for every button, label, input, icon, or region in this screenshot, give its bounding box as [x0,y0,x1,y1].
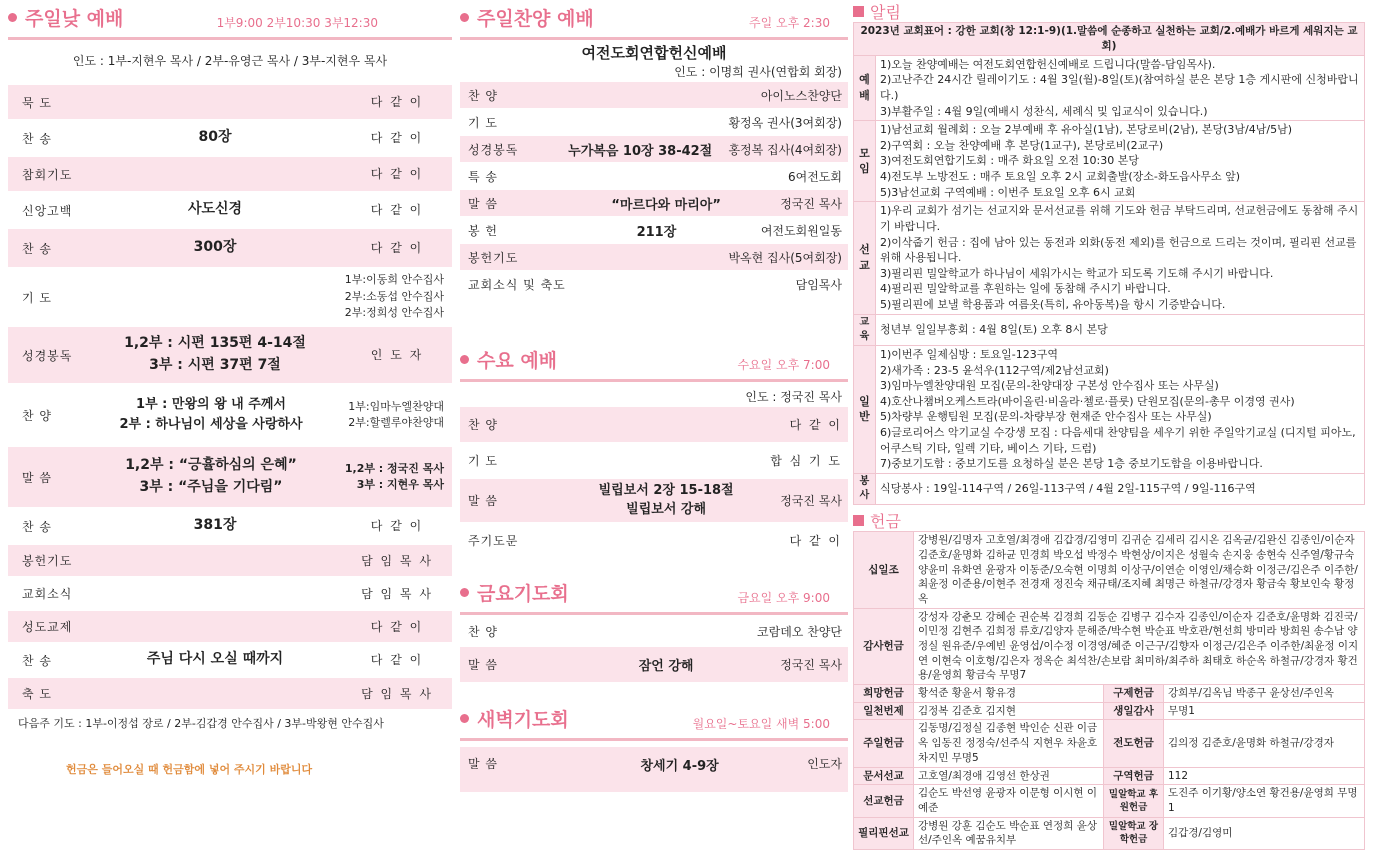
order-row: 특 송 6여전도회 [460,163,848,190]
order-row: 찬 양 다 같 이 [460,407,848,443]
praise-leader: 인도 : 이명희 권사(연합회 회장) [674,65,842,79]
order-row: 성경봉독 누가복음 10장 38-42절 홍정복 집사(4여회장) [460,136,848,163]
order-row: 기 도 1부:이동희 안수집사 2부:소동섭 안수집사 2부:정희성 안수집사 [8,269,452,327]
praise-title: 주일찬양 예배 [477,8,594,30]
sunday-time: 1부9:00 2부10:30 3부12:30 [216,16,378,30]
friday-order [460,617,848,683]
bullet-icon [460,588,469,597]
order-row: 기 도 황정옥 권사(3여회장) [460,109,848,136]
education-notice: 청년부 일일부흥회 : 4월 8일(토) 오후 8시 본당 [876,314,1365,345]
order-row: 축 도 담 임 목 사 [8,678,452,711]
bullet-icon [460,714,469,723]
notices-table: 2023년 교회표어 : 강한 교회(창 12:1-9)(1.말씀에 순종하고 실천하는 교회/2.예배가 바르게 세워지는 교회) 예배 1)오늘 찬양예배는 여전도회연합헌신예배로 드립니다(말씀-담임목사). 2)고난주간 24시간 릴레이기도 : 4월 3일(월)-8일(토)(참여하실 분은 본당 1층 게시판에 신청바랍니다.) 3)부활주일 : 4월 9일(예배시 성찬식, 세례식 및 입교식이 있습니다.) 모임 1)남선교회 월례회 : 오늘 2부예배 후 유아실(1남), 본당로비(2남), 본당(3남/4남/5남) 2)구역회 : 오늘 찬양예배 후 본당(1교구), 본당로비(2교구) 3)여전도회연합기도회 : 매주 화요일 오전 10:30 본당 4)전도부 노방전도 : 매주 토요일 오후 2시 교회출발(장소-화도읍사무소 앞) 5)3남선교회 구역예배 : 이번주 토요일 오후 6시 교회 선교 1)우리 교회가 섬기는 선교지와 문서선교를 위해 기도와 헌금 부탁드리며, 선교헌금에도 동참해 주시기 바랍니다. 2)이삭줍기 헌금 : 집에 남아 있는 동전과 외화(동전 제외)를 헌금으로 드리는 것이며, 필리핀 선교를 위해 사용됩니다. 3)필리핀 밀알학교가 하나님이 세워가시는 학교가 되도록 기도해 주시기 바랍니다. 4)필리핀 밀알학교를 후원하는 일에 동참해 주시기 바랍니다. 5)필리핀에 보낼 학용품과 여름옷(특히, 유아동복)을 항시 기증받습니다. 교육 청년부 일일부흥회 : 4월 8일(토) 오후 8시 본당 일반 1)이번주 일제심방 : 토요일-123구역 2)새가족 : 23-5 윤석우(112구역/제2남선교회) 3)임마누엘찬양대원 모집(문의-찬양대장 구본성 안수집사 또는 사무실) 4)호산나챔버오케스트라(바이올린·비올라·첼로·플룻) 단원모집(문의-총무 이경영 권사) 5)차량부 운행팀원 모집(문의-차량부장 현재준 안수집사 또는 사무실) 6)글로리어스 악기교실 수강생 모집 : 다음세대 찬양팀을 세우기 위한 주일악기교실 (디지털 피아노, 어쿠스틱 기타, 일렉 기타, 베이스 기타, 드럼) 7)중보기도함 : 중보기도를 요청하실 분은 본당 1층 중보기도함을 이용바랍니다. 봉사 식당봉사 : 19일-114구역 / 26일-113구역 / 4월 2일-115구역 / 9일-116구역 [853,22,1365,505]
order-row: 찬 송 80장 다 같 이 [8,121,452,157]
offerings-table: 십일조 강병원/김명자 고호열/최경애 김갑경/김영미 김귀순 김세리 김시온 김옥균/김완신 김종인/이순자 김준호/윤명화 김하균 민경희 박오섭 박정수 박현상/이지은 성월숙 손지웅 송현숙 신주열/황규숙 양윤미 유화연 윤광자 이동준/오숙현 이명희 이상구/이연순 이영인/채승화 이정근/김은주 이주한/최윤정 이준용/이현주 전경재 정진숙 채규태/조지혜 최명근 하철규/강경자 황금숙 황보인숙 황정옥 감사헌금 강성자 강춘모 강혜순 권순복 김경희 김동순 김병구 김수자 김종인/이순자 김준호/윤명화 김진국/이민정 김현주 김희정 류호/김양자 문해준/박수현 박순표 박호관/현선희 방미라 방희원 송수남 양정실 원유준/우예빈 윤영섭/이수정 이경영/혜준 이근구/김향자 이정근/김은주 이주한/최윤정 이지연 이현숙 이호형/김은자 정옥순 최석찬/손보람 최미하/최주하 최태호 하순옥 하철규/강경자 황건용/윤영희 황금숙 무명7 희망헌금 황석준 황윤서 황유경 구제헌금 강희부/김옥님 박종구 윤상선/주인옥 일천번제 김정복 김준호 김지현 생일감사 무명1 주일헌금 김동명/김정실 김종현 박인순 신관 이금옥 임동진 정정숙/선주식 지현우 차윤호 차지민 무명5 전도헌금 김의정 김준호/윤명화 하철규/강경자 문서선교 고호열/최경애 김영선 한상권 구역헌금 112 선교헌금 김순도 박선영 윤광자 이문형 이시현 이예준 밀알학교 후원헌금 도진주 이기황/양소연 황건용/윤영희 무명1 필리핀선교 강병원 강훈 김순도 박순표 연정희 윤상선/주인옥 예꿈유치부 밀알학교 장학헌금 김갑경/김영미 [853,531,1365,850]
sunday-title: 주일낮 예배 [25,8,124,30]
bullet-icon [460,13,469,22]
notices-header: 알림 [853,0,1365,22]
thanks-names: 강성자 강춘모 강혜순 권순복 김경희 김동순 김병구 김수자 김종인/이순자 김준호/윤명화 김진국/이민정 김현주 김희정 류호/김양자 문해준/박수현 박순표 박호관/현선희 방미라 방희원 송수남 양정실 원유준/우예빈 윤영섭/이수정 이경영/혜준 이근구/김향자 이정근/김은주 이주한/최윤정 이지연 이현숙 이호형/김은자 정옥순 최석찬/손보람 최미하/최주하 최태호 하순옥 하철규/강경자 황건용/윤영희 황금숙 무명7 [914,608,1365,684]
worship-notices: 1)오늘 찬양예배는 여전도회연합헌신예배로 드립니다(말씀-담임목사). 2)고난주간 24시간 릴레이기도 : 4월 3일(월)-8일(토)(참여하실 분은 본당 1층 게시판에 신청바랍니다.) 3)부활주일 : 4월 9일(예배시 성찬식, 세례식 및 입교식이 있습니다.) [876,55,1365,120]
dawn-header [460,705,848,741]
order-row: 찬 양 아이노스찬양단 [460,82,848,109]
order-row: 묵 도 다 같 이 [8,85,452,121]
wednesday-header [460,346,848,382]
wednesday-title: 수요 예배 [477,350,558,372]
dawn-time: 월요일~토요일 새벽 5:00 [692,717,830,731]
order-row: 찬 양 코람데오 찬양단 [460,617,848,647]
praise-time: 주일 오후 2:30 [749,16,830,30]
bullet-icon [460,355,469,364]
dawn-order [460,747,848,793]
praise-header [460,0,848,40]
order-row: 말 씀 “마르다와 마리아” 정국진 목사 [460,190,848,217]
order-row: 신앙고백 사도신경 다 같 이 [8,193,452,229]
praise-subtitle: 여전도회연합헌신예배 [581,44,727,62]
church-motto: 2023년 교회표어 : 강한 교회(창 12:1-9)(1.말씀에 순종하고 실천하는 교회/2.예배가 바르게 세워지는 교회) [854,23,1365,56]
general-notices: 1)이번주 일제심방 : 토요일-123구역 2)새가족 : 23-5 윤석우(112구역/제2남선교회) 3)임마누엘찬양대원 모집(문의-찬양대장 구본성 안수집사 또는 사무실) 4)호산나챔버오케스트라(바이올린·비올라·첼로·플룻) 단원모집(문의-총무 이경영 권사) 5)차량부 운행팀원 모집(문의-차량부장 현재준 안수집사 또는 사무실) 6)글로리어스 악기교실 수강생 모집 : 다음세대 찬양팀을 세우기 위한 주일악기교실 (디지털 피아노, 어쿠스틱 기타, 일렉 기타, 베이스 기타, 드럼) 7)중보기도함 : 중보기도를 요청하실 분은 본당 1층 중보기도함을 이용바랍니다. [876,345,1365,473]
order-row: 기 도 합 심 기 도 [460,443,848,479]
sunday-header [8,0,452,40]
offering-note: 헌금은 들어오실 때 헌금함에 넣어 주시기 바랍니다 [66,763,313,776]
square-bullet-icon [853,6,864,17]
notices-column [853,0,1365,850]
order-row: 성도교제 다 같 이 [8,611,452,644]
order-row: 교회소식 및 축도 담임목사 [460,271,848,298]
meeting-notices: 1)남선교회 월례회 : 오늘 2부예배 후 유아실(1남), 본당로비(2남), 본당(3남/4남/5남) 2)구역회 : 오늘 찬양예배 후 본당(1교구), 본당로비(2교구) 3)여전도회연합기도회 : 매주 화요일 오전 10:30 본당 4)전도부 노방전도 : 매주 토요일 오후 2시 교회출발(장소-화도읍사무소 앞) 5)3남선교회 구역예배 : 이번주 토요일 오후 6시 교회 [876,121,1365,202]
order-row: 말 씀 빌립보서 2장 15-18절 빌립보서 강해 정국진 목사 [460,479,848,523]
wednesday-time: 수요일 오후 7:00 [737,358,830,372]
order-row: 찬 양 1부 : 만왕의 왕 내 주께서 2부 : 하나님이 세상을 사랑하사 1부:임마누엘찬양대 2부:할렐루야찬양대 [8,385,452,447]
order-row: 찬 송 300장 다 같 이 [8,229,452,269]
dawn-title: 새벽기도회 [477,709,569,731]
bullet-icon [8,13,17,22]
friday-title: 금요기도회 [477,583,569,605]
order-row: 말 씀 창세기 4-9장 인도자 [460,747,848,793]
order-row: 봉 헌 211장 여전도회원일동 [460,217,848,244]
praise-order [460,82,848,298]
square-bullet-icon [853,515,864,526]
mission-notices: 1)우리 교회가 섬기는 선교지와 문서선교를 위해 기도와 헌금 부탁드리며, 선교헌금에도 동참해 주시기 바랍니다. 2)이삭줍기 헌금 : 집에 남아 있는 동전과 외화(동전 제외)를 헌금으로 드리는 것이며, 필리핀 선교를 위해 사용됩니다. 3)필리핀 밀알학교가 하나님이 세워가시는 학교가 되도록 기도해 주시기 바랍니다. 4)필리핀 밀알학교를 후원하는 일에 동참해 주시기 바랍니다. 5)필리핀에 보낼 학용품과 여름옷(특히, 유아동복)을 항시 기증받습니다. [876,202,1365,314]
service-notice: 식당봉사 : 19일-114구역 / 26일-113구역 / 4월 2일-115구역 / 9일-116구역 [876,473,1365,504]
order-row: 봉헌기도 박옥현 집사(5여회장) [460,244,848,271]
sunday-leaders: 인도 : 1부-지현우 목사 / 2부-유영근 목사 / 3부-지현우 목사 [72,54,388,68]
order-row: 찬 송 주님 다시 오실 때까지 다 같 이 [8,644,452,678]
order-row: 찬 송 381장 다 같 이 [8,509,452,545]
sunday-order [8,85,452,711]
sunday-service-column [8,0,452,777]
tithe-names: 강병원/김명자 고호열/최경애 김갑경/김영미 김귀순 김세리 김시온 김옥균/김완신 김종인/이순자 김준호/윤명화 김하균 민경희 박오섭 박정수 박현상/이지은 성월숙 손지웅 송현숙 신주열/황규숙 양윤미 유화연 윤광자 이동준/오숙현 이명희 이상구/이연순 이영인/채승화 이정근/김은주 이주한/최윤정 이준용/이현주 전경재 정진숙 채규태/조지혜 최명근 하철규/강경자 황금숙 황보인숙 황정옥 [914,532,1365,608]
order-row: 말 씀 1,2부 : “긍휼하심의 은혜” 3부 : “주님을 기다림” 1,2부 : 정국진 목사 3부 : 지현우 목사 [8,447,452,509]
wednesday-order [460,407,848,559]
next-week-prayer: 다음주 기도 : 1부-이정섭 장로 / 2부-김갑경 안수집사 / 3부-박왕현 안수집사 [18,717,384,730]
order-row: 성경봉독 1,2부 : 시편 135편 4-14절 3부 : 시편 37편 7절 인 도 자 [8,327,452,385]
order-row: 봉헌기도 담 임 목 사 [8,545,452,578]
other-services-column [460,0,848,793]
friday-header [460,579,848,615]
order-row: 참회기도 다 같 이 [8,157,452,193]
order-row: 주기도문 다 같 이 [460,523,848,559]
friday-time: 금요일 오후 9:00 [737,591,830,605]
order-row: 말 씀 잠언 강해 정국진 목사 [460,647,848,683]
offerings-header: 헌금 [853,509,1365,531]
order-row: 교회소식 담 임 목 사 [8,578,452,611]
wednesday-leader: 인도 : 정국진 목사 [745,390,842,404]
